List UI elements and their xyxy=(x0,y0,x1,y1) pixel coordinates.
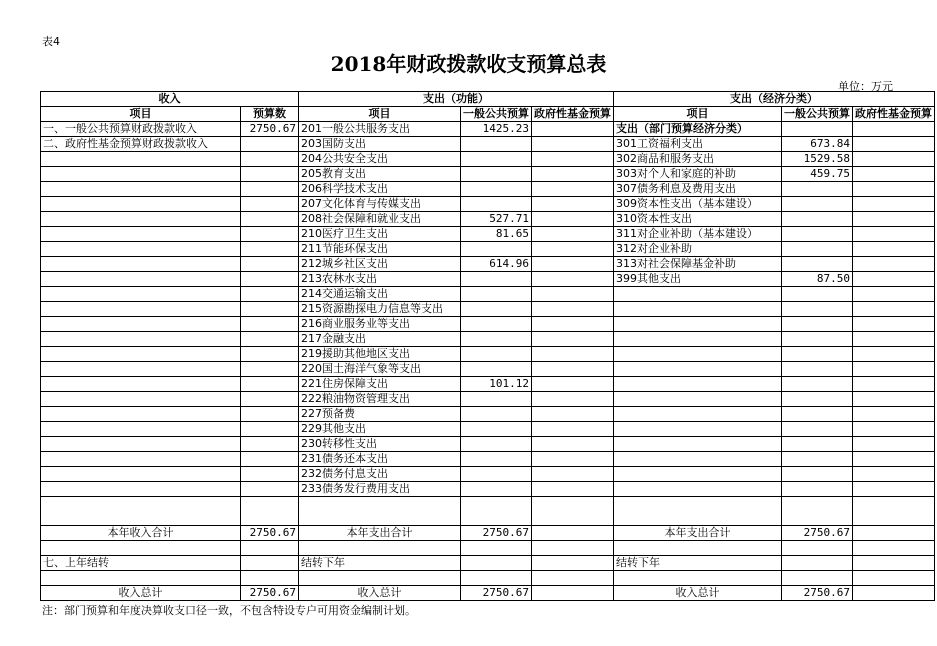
cell-func-fund xyxy=(532,257,614,272)
cell-inc-amt xyxy=(241,137,299,152)
blank-row xyxy=(41,497,935,526)
cell-econ-fund xyxy=(853,257,935,272)
cell-econ-item: 307债务利息及费用支出 xyxy=(614,182,782,197)
cell-inc-amt xyxy=(241,272,299,287)
table-row xyxy=(41,137,935,152)
cell-econ-gen: 87.50 xyxy=(782,272,853,287)
header-exp-func: 支出（功能） xyxy=(299,92,614,107)
cell-econ-item xyxy=(614,377,782,392)
cell-inc-item xyxy=(41,317,241,332)
cell-func-fund xyxy=(532,422,614,437)
cell-econ-gen: 673.84 xyxy=(782,137,853,152)
cell-econ-gen xyxy=(782,212,853,227)
cell-func-fund xyxy=(532,242,614,257)
cell-inc-amt xyxy=(241,182,299,197)
year-econ-label: 本年支出合计 xyxy=(614,526,782,541)
cell-func-gen xyxy=(461,152,532,167)
cell-econ-item: 310资本性支出 xyxy=(614,212,782,227)
cell-func-item: 211节能环保支出 xyxy=(299,242,461,257)
table-row xyxy=(41,362,935,377)
cell-econ-gen xyxy=(782,392,853,407)
cell-inc-item xyxy=(41,392,241,407)
cell-func-item: 219援助其他地区支出 xyxy=(299,347,461,362)
cell-inc-amt xyxy=(241,467,299,482)
cell-econ-item xyxy=(614,392,782,407)
cell-econ-item xyxy=(614,452,782,467)
cell-func-gen xyxy=(461,302,532,317)
table-row xyxy=(41,437,935,452)
table-row xyxy=(41,377,935,392)
cell-inc-amt xyxy=(241,167,299,182)
cell-inc-amt xyxy=(241,302,299,317)
table-row xyxy=(41,407,935,422)
cell-func-gen xyxy=(461,242,532,257)
cell-func-gen xyxy=(461,317,532,332)
cell-econ-item xyxy=(614,407,782,422)
cell-econ-fund xyxy=(853,392,935,407)
cell-econ-gen: 1529.58 xyxy=(782,152,853,167)
cell-func-fund xyxy=(532,122,614,137)
cell-func-item: 217金融支出 xyxy=(299,332,461,347)
carry-in-label: 七、上年结转 xyxy=(41,556,241,571)
table-body xyxy=(41,122,935,497)
header-inc-budget: 预算数 xyxy=(241,107,299,122)
cell-econ-gen xyxy=(782,332,853,347)
cell-inc-amt xyxy=(241,257,299,272)
table-number: 表4 xyxy=(42,35,60,48)
cell-func-fund xyxy=(532,287,614,302)
cell-inc-amt xyxy=(241,287,299,302)
cell-func-item: 204公共安全支出 xyxy=(299,152,461,167)
cell-inc-item xyxy=(41,377,241,392)
cell-inc-item xyxy=(41,152,241,167)
cell-econ-fund xyxy=(853,422,935,437)
cell-func-item: 205教育支出 xyxy=(299,167,461,182)
cell-inc-amt xyxy=(241,317,299,332)
cell-inc-item xyxy=(41,302,241,317)
cell-func-fund xyxy=(532,482,614,497)
cell-inc-item xyxy=(41,287,241,302)
cell-inc-amt xyxy=(241,377,299,392)
cell-inc-amt xyxy=(241,242,299,257)
cell-inc-amt xyxy=(241,452,299,467)
cell-econ-gen xyxy=(782,302,853,317)
cell-econ-gen xyxy=(782,452,853,467)
cell-func-item: 212城乡社区支出 xyxy=(299,257,461,272)
cell-func-fund xyxy=(532,452,614,467)
cell-func-fund xyxy=(532,407,614,422)
cell-inc-item xyxy=(41,347,241,362)
table-row xyxy=(41,347,935,362)
cell-func-item: 215资源勘探电力信息等支出 xyxy=(299,302,461,317)
cell-econ-gen xyxy=(782,377,853,392)
cell-func-gen xyxy=(461,272,532,287)
cell-func-item: 232债务付息支出 xyxy=(299,467,461,482)
cell-econ-item xyxy=(614,467,782,482)
cell-econ-fund xyxy=(853,332,935,347)
table-row xyxy=(41,227,935,242)
cell-func-item: 230转移性支出 xyxy=(299,437,461,452)
year-income-label: 本年收入合计 xyxy=(41,526,241,541)
cell-func-fund xyxy=(532,392,614,407)
econ-total-label: 收入总计 xyxy=(614,586,782,601)
cell-func-fund xyxy=(532,302,614,317)
header-func-general: 一般公共预算 xyxy=(461,107,532,122)
year-econ-general: 2750.67 xyxy=(782,526,853,541)
cell-econ-item: 311对企业补助（基本建设） xyxy=(614,227,782,242)
cell-func-item: 221住房保障支出 xyxy=(299,377,461,392)
table-totals xyxy=(41,497,935,601)
cell-inc-item xyxy=(41,197,241,212)
cell-inc-item xyxy=(41,407,241,422)
unit-label: 单位：万元 xyxy=(838,80,893,93)
cell-func-item: 220国土海洋气象等支出 xyxy=(299,362,461,377)
cell-func-item: 201一般公共服务支出 xyxy=(299,122,461,137)
cell-func-item: 207文化体育与传媒支出 xyxy=(299,197,461,212)
cell-inc-item xyxy=(41,482,241,497)
cell-inc-item: 二、政府性基金预算财政拨款收入 xyxy=(41,137,241,152)
header-row-sub xyxy=(41,107,935,122)
cell-econ-gen xyxy=(782,407,853,422)
cell-func-gen: 614.96 xyxy=(461,257,532,272)
grand-total-row xyxy=(41,586,935,601)
cell-econ-fund xyxy=(853,122,935,137)
cell-econ-gen xyxy=(782,347,853,362)
cell-func-item: 206科学技术支出 xyxy=(299,182,461,197)
cell-econ-fund xyxy=(853,317,935,332)
cell-func-gen xyxy=(461,467,532,482)
cell-inc-amt xyxy=(241,347,299,362)
header-row-top xyxy=(41,92,935,107)
income-total-value: 2750.67 xyxy=(241,586,299,601)
cell-func-fund xyxy=(532,227,614,242)
table-row xyxy=(41,182,935,197)
cell-econ-item: 支出（部门预算经济分类） xyxy=(614,122,782,137)
table-row xyxy=(41,152,935,167)
cell-func-gen xyxy=(461,167,532,182)
cell-func-item: 227预备费 xyxy=(299,407,461,422)
income-total-label: 收入总计 xyxy=(41,586,241,601)
exp-total-value: 2750.67 xyxy=(461,586,532,601)
table-row xyxy=(41,242,935,257)
cell-func-fund xyxy=(532,197,614,212)
cell-inc-amt xyxy=(241,197,299,212)
cell-econ-item xyxy=(614,302,782,317)
table-row xyxy=(41,212,935,227)
carry-out-label: 结转下年 xyxy=(299,556,461,571)
cell-func-gen xyxy=(461,482,532,497)
cell-inc-amt xyxy=(241,362,299,377)
table-row xyxy=(41,332,935,347)
year-income-value: 2750.67 xyxy=(241,526,299,541)
cell-econ-gen xyxy=(782,257,853,272)
cell-econ-gen xyxy=(782,227,853,242)
cell-econ-fund xyxy=(853,167,935,182)
cell-econ-gen xyxy=(782,467,853,482)
cell-func-gen: 1425.23 xyxy=(461,122,532,137)
cell-econ-fund xyxy=(853,482,935,497)
cell-econ-gen xyxy=(782,362,853,377)
cell-econ-item: 312对企业补助 xyxy=(614,242,782,257)
table-row xyxy=(41,422,935,437)
table-row xyxy=(41,122,935,137)
table-row xyxy=(41,482,935,497)
cell-func-gen: 101.12 xyxy=(461,377,532,392)
cell-inc-amt xyxy=(241,422,299,437)
header-func-item: 项目 xyxy=(299,107,461,122)
cell-econ-gen: 459.75 xyxy=(782,167,853,182)
table-row xyxy=(41,302,935,317)
cell-inc-item xyxy=(41,227,241,242)
cell-econ-fund xyxy=(853,302,935,317)
cell-inc-amt xyxy=(241,227,299,242)
cell-func-gen xyxy=(461,347,532,362)
cell-func-fund xyxy=(532,347,614,362)
cell-func-fund xyxy=(532,272,614,287)
header-income: 收入 xyxy=(41,92,299,107)
exp-total-label: 收入总计 xyxy=(299,586,461,601)
gap-row xyxy=(41,541,935,556)
cell-econ-gen xyxy=(782,437,853,452)
cell-inc-item xyxy=(41,212,241,227)
cell-econ-item: 399其他支出 xyxy=(614,272,782,287)
table-row xyxy=(41,272,935,287)
table-row xyxy=(41,197,935,212)
table-row xyxy=(41,467,935,482)
cell-func-gen xyxy=(461,422,532,437)
cell-econ-fund xyxy=(853,437,935,452)
cell-econ-fund xyxy=(853,212,935,227)
cell-func-fund xyxy=(532,332,614,347)
cell-inc-item xyxy=(41,452,241,467)
cell-inc-amt xyxy=(241,392,299,407)
cell-econ-fund xyxy=(853,407,935,422)
cell-econ-item xyxy=(614,422,782,437)
cell-func-fund xyxy=(532,167,614,182)
cell-func-gen xyxy=(461,452,532,467)
cell-econ-fund xyxy=(853,152,935,167)
header-inc-item: 项目 xyxy=(41,107,241,122)
cell-econ-item xyxy=(614,332,782,347)
header-exp-econ: 支出（经济分类） xyxy=(614,92,935,107)
cell-econ-item xyxy=(614,482,782,497)
cell-func-fund xyxy=(532,317,614,332)
cell-econ-gen xyxy=(782,242,853,257)
header-econ-fund: 政府性基金预算 xyxy=(853,107,935,122)
table-row xyxy=(41,317,935,332)
cell-econ-gen xyxy=(782,182,853,197)
header-econ-item: 项目 xyxy=(614,107,782,122)
cell-func-gen: 81.65 xyxy=(461,227,532,242)
cell-inc-item xyxy=(41,272,241,287)
cell-func-fund xyxy=(532,182,614,197)
cell-econ-item: 303对个人和家庭的补助 xyxy=(614,167,782,182)
cell-func-item: 214交通运输支出 xyxy=(299,287,461,302)
cell-econ-fund xyxy=(853,362,935,377)
cell-func-gen xyxy=(461,332,532,347)
cell-func-fund xyxy=(532,362,614,377)
cell-inc-item: 一、一般公共预算财政拨款收入 xyxy=(41,122,241,137)
cell-inc-amt xyxy=(241,437,299,452)
cell-inc-item xyxy=(41,182,241,197)
year-exp-label: 本年支出合计 xyxy=(299,526,461,541)
cell-econ-item xyxy=(614,317,782,332)
cell-econ-fund xyxy=(853,377,935,392)
cell-econ-gen xyxy=(782,122,853,137)
footnote: 注：部门预算和年度决算收支口径一致，不包含特设专户可用资金编制计划。 xyxy=(42,604,416,617)
cell-econ-fund xyxy=(853,287,935,302)
cell-econ-fund xyxy=(853,467,935,482)
cell-inc-item xyxy=(41,437,241,452)
cell-inc-amt xyxy=(241,407,299,422)
cell-inc-amt xyxy=(241,482,299,497)
cell-inc-item xyxy=(41,167,241,182)
cell-func-gen xyxy=(461,362,532,377)
cell-inc-amt xyxy=(241,332,299,347)
cell-func-gen xyxy=(461,287,532,302)
budget-table xyxy=(40,91,935,601)
cell-econ-fund xyxy=(853,182,935,197)
cell-func-fund xyxy=(532,467,614,482)
page-title: 2018年财政拨款收支预算总表 xyxy=(330,52,607,76)
cell-inc-amt xyxy=(241,212,299,227)
cell-func-item: 203国防支出 xyxy=(299,137,461,152)
cell-func-gen xyxy=(461,182,532,197)
cell-func-fund xyxy=(532,152,614,167)
year-exp-general: 2750.67 xyxy=(461,526,532,541)
cell-func-fund xyxy=(532,137,614,152)
table-row xyxy=(41,257,935,272)
cell-econ-item xyxy=(614,287,782,302)
cell-inc-item xyxy=(41,467,241,482)
table-row xyxy=(41,167,935,182)
cell-func-item: 216商业服务业等支出 xyxy=(299,317,461,332)
cell-econ-item xyxy=(614,362,782,377)
table-row xyxy=(41,452,935,467)
cell-econ-fund xyxy=(853,227,935,242)
cell-func-gen xyxy=(461,197,532,212)
cell-inc-item xyxy=(41,257,241,272)
cell-econ-fund xyxy=(853,197,935,212)
cell-econ-gen xyxy=(782,317,853,332)
header-func-fund: 政府性基金预算 xyxy=(532,107,614,122)
cell-inc-amt: 2750.67 xyxy=(241,122,299,137)
cell-func-item: 231债务还本支出 xyxy=(299,452,461,467)
cell-func-fund xyxy=(532,437,614,452)
cell-econ-item xyxy=(614,437,782,452)
cell-econ-gen xyxy=(782,287,853,302)
cell-func-fund xyxy=(532,377,614,392)
header-econ-general: 一般公共预算 xyxy=(782,107,853,122)
cell-func-item: 208社会保障和就业支出 xyxy=(299,212,461,227)
cell-econ-gen xyxy=(782,482,853,497)
cell-func-gen xyxy=(461,437,532,452)
cell-func-gen xyxy=(461,392,532,407)
cell-inc-item xyxy=(41,242,241,257)
cell-func-item: 222粮油物资管理支出 xyxy=(299,392,461,407)
gap-row xyxy=(41,571,935,586)
cell-func-gen: 527.71 xyxy=(461,212,532,227)
cell-func-item: 213农林水支出 xyxy=(299,272,461,287)
cell-econ-item: 309资本性支出（基本建设） xyxy=(614,197,782,212)
carry-row xyxy=(41,556,935,571)
table-row xyxy=(41,392,935,407)
cell-econ-fund xyxy=(853,347,935,362)
cell-econ-item: 313对社会保障基金补助 xyxy=(614,257,782,272)
table-row xyxy=(41,287,935,302)
cell-econ-item: 301工资福利支出 xyxy=(614,137,782,152)
cell-econ-gen xyxy=(782,197,853,212)
cell-inc-item xyxy=(41,332,241,347)
cell-econ-item: 302商品和服务支出 xyxy=(614,152,782,167)
cell-inc-item xyxy=(41,422,241,437)
cell-func-fund xyxy=(532,212,614,227)
cell-inc-amt xyxy=(241,152,299,167)
cell-econ-fund xyxy=(853,137,935,152)
cell-econ-fund xyxy=(853,272,935,287)
year-total-row xyxy=(41,526,935,541)
cell-econ-fund xyxy=(853,242,935,257)
econ-total-value: 2750.67 xyxy=(782,586,853,601)
cell-func-gen xyxy=(461,137,532,152)
cell-func-item: 233债务发行费用支出 xyxy=(299,482,461,497)
cell-econ-gen xyxy=(782,422,853,437)
cell-inc-item xyxy=(41,362,241,377)
cell-func-item: 210医疗卫生支出 xyxy=(299,227,461,242)
cell-func-gen xyxy=(461,407,532,422)
cell-func-item: 229其他支出 xyxy=(299,422,461,437)
cell-econ-item xyxy=(614,347,782,362)
cell-econ-fund xyxy=(853,452,935,467)
carry-out-econ-label: 结转下年 xyxy=(614,556,782,571)
